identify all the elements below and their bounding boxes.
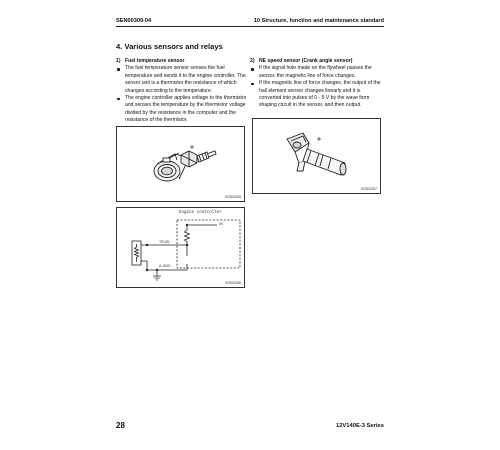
ne-speed-sensor-illustration (253, 119, 380, 193)
ne-speed-sensor-figure (252, 118, 381, 194)
header-rule (116, 26, 384, 27)
ne-sensor-heading (250, 58, 384, 65)
fuel-sensor-circuit-figure (116, 207, 245, 288)
ne-sensor-description (250, 58, 384, 110)
fuel-sensor-heading (116, 58, 250, 65)
engine-controller-label: Engine controller (179, 211, 222, 215)
circuit-figure-id: 9JS03256 (224, 281, 241, 285)
fuel-sensor-description (116, 58, 250, 125)
supply-voltage-label: 5V (219, 222, 224, 226)
fuel-sensor-heading-text: Fuel temperature sensor (125, 58, 185, 64)
ground-line-label: A-GND (159, 264, 171, 268)
ne-sensor-bullet-2: If the magnetic line of force changes, the output of the hall element sensor changes linearly and it is converted into pulses of 0 - 5 V by the wave form shaping circuit in the sensor, and then output. (250, 80, 384, 110)
ne-sensor-bullet-1: If the signal hole made on the flywheel passes the sensor, the magnetic line of force changes. (250, 65, 384, 80)
fuel-temperature-sensor-figure (116, 126, 245, 202)
header-chapter-title: 10 Structure, function and maintenance standard (253, 18, 384, 24)
ne-sensor-bullets (250, 65, 384, 109)
fuel-temperature-sensor-illustration (117, 127, 244, 201)
fuel-sensor-circuit-diagram (117, 208, 244, 287)
fuel-sensor-bullets (116, 65, 250, 124)
section-title: 4. Various sensors and relays (116, 42, 223, 51)
model-series: 12V140E-3 Series (335, 423, 384, 429)
ne-sensor-heading-text: NE speed sensor (Crank angle sensor) (259, 58, 353, 64)
header-document-id: SEN00309-04 (116, 18, 152, 24)
fuel-sensor-bullet-2: The engine controller applies voltage to the thermistor and senses the temperature by the thermistor voltage divided by the resistance in the computer and the resistance of the thermistor. (116, 95, 250, 125)
ne-sensor-figure-id: 9JS03257 (360, 187, 377, 191)
fuel-sensor-figure-id: 9JS03255 (224, 195, 241, 199)
signal-line-label: TFUEL (159, 240, 171, 244)
fuel-sensor-heading-number: 1) (116, 58, 121, 64)
fuel-sensor-bullet-1: The fuel temperature sensor senses the fuel temperature and sends it to the engine controller. The sensor unit is a thermistor the resistance of which changes according to the temperature. (116, 65, 250, 95)
page-number: 28 (116, 421, 125, 430)
ne-sensor-heading-number: 2) (250, 58, 255, 64)
